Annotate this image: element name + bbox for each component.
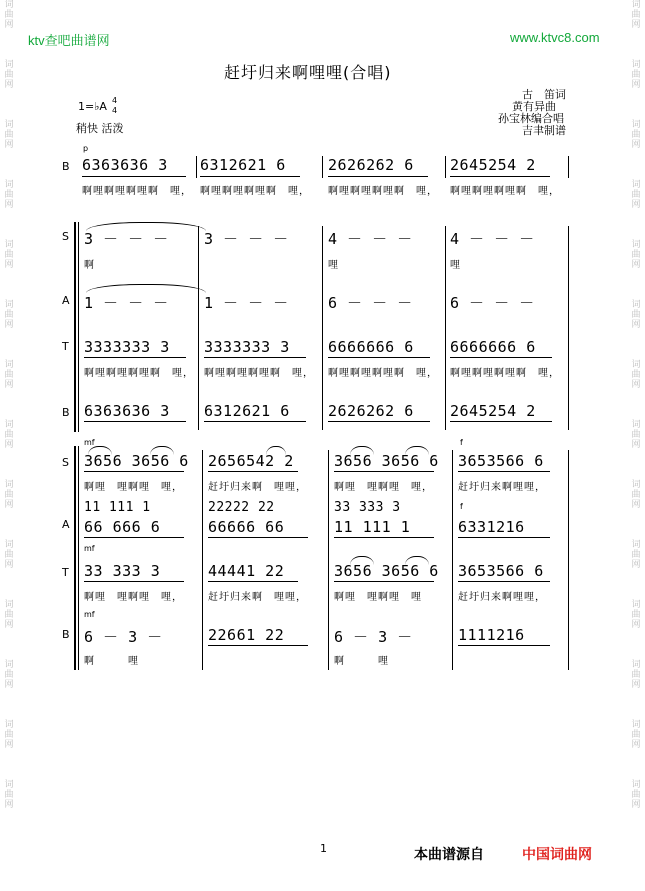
beam (328, 357, 430, 358)
watermark-text: 词 曲 网 (631, 660, 641, 690)
watermark-text: 词 曲 网 (4, 420, 14, 450)
s2-t-measure-2: 3333333 3 (204, 338, 290, 356)
s3-b-measure-1: 6 － 3 － (84, 628, 163, 646)
watermark-text: 词 曲 网 (631, 240, 641, 270)
s3-a-measure-4: 6331216 (458, 518, 525, 536)
system-bracket (74, 222, 76, 432)
barline (322, 226, 323, 430)
s3-t-lyric-2: 赶圩归来啊 哩哩， (208, 592, 307, 603)
s1-lyric-1: 啊哩啊哩啊哩啊 哩， (82, 186, 192, 197)
s3-a-measure-1: 66 666 6 (84, 518, 161, 536)
time-signature-top: 4 (112, 96, 118, 105)
s3-b-measure-3: 6 － 3 － (334, 628, 413, 646)
s3-t-measure-4: 3653566 6 (458, 562, 544, 580)
beam (328, 421, 430, 422)
voice-label-a3: A (62, 518, 70, 531)
s3-a-upper-1: 11 111 1 (84, 500, 151, 515)
s3-s-measure-1: 3656 3656 6 (84, 452, 189, 470)
beam (328, 176, 428, 177)
page-title: 赶圩归来啊哩哩(合唱) (224, 63, 392, 82)
s1-measure-4: 2645254 2 (450, 156, 536, 174)
s2-s-measure-3: 4 － － － (328, 230, 413, 248)
voice-label-b1: B (62, 160, 70, 173)
beam (458, 645, 550, 646)
watermark-text: 词 曲 网 (4, 780, 14, 810)
s2-b-measure-3: 2626262 6 (328, 402, 414, 420)
s3-s-measure-2: 2656542 2 (208, 452, 294, 470)
right-watermark-column (627, 0, 645, 891)
watermark-text: 词 曲 网 (631, 120, 641, 150)
beam (204, 357, 306, 358)
voice-label-s2: S (62, 230, 69, 243)
s2-a-measure-1: 1 － － － (84, 294, 169, 312)
beam (84, 357, 186, 358)
dynamic-f: f (460, 438, 463, 447)
s2-t-lyric-1: 啊哩啊哩啊哩啊 哩， (84, 368, 194, 379)
s2-a-measure-4: 6 － － － (450, 294, 535, 312)
watermark-text: 词 曲 网 (4, 480, 14, 510)
s3-s-lyric-1: 啊哩 哩啊哩 哩， (84, 482, 183, 493)
watermark-text: 词 曲 网 (4, 60, 14, 90)
barline (198, 226, 199, 430)
beam (84, 471, 184, 472)
s3-b-lyric-1: 啊 哩 (84, 656, 139, 667)
beam (334, 471, 434, 472)
barline (202, 450, 203, 670)
beam (84, 421, 186, 422)
s3-s-lyric-4: 赶圩归来啊哩哩， (458, 482, 546, 493)
dynamic-mf: mf (84, 438, 95, 447)
watermark-text: 词 曲 网 (631, 780, 641, 810)
barline (452, 450, 453, 670)
beam (334, 537, 434, 538)
s1-measure-3: 2626262 6 (328, 156, 414, 174)
s2-s-lyric-3: 哩 (328, 260, 339, 271)
system-bracket-thin (78, 222, 79, 432)
source-label: 本曲谱源自 (414, 847, 484, 863)
s3-a-measure-2: 66666 66 (208, 518, 285, 536)
beam (208, 537, 308, 538)
barline (445, 156, 446, 178)
s3-a-measure-3: 11 111 1 (334, 518, 411, 536)
barline (328, 450, 329, 670)
dynamic-f: f (460, 502, 463, 511)
s2-a-measure-2: 1 － － － (204, 294, 289, 312)
s2-t-measure-1: 3333333 3 (84, 338, 170, 356)
s1-lyric-4: 啊哩啊哩啊哩啊 哩， (450, 186, 560, 197)
watermark-text: 词 曲 网 (631, 60, 641, 90)
s2-b-measure-4: 2645254 2 (450, 402, 536, 420)
watermark-text: 词 曲 网 (631, 600, 641, 630)
page-number: 1 (320, 842, 327, 855)
tempo-marking: 稍快 活泼 (76, 122, 124, 135)
s1-lyric-2: 啊哩啊哩啊哩啊 哩， (200, 186, 310, 197)
s3-b-lyric-3: 啊 哩 (334, 656, 389, 667)
s3-s-lyric-3: 啊哩 哩啊哩 哩， (334, 482, 433, 493)
watermark-text: 词 曲 网 (4, 720, 14, 750)
watermark-text: 词 曲 网 (4, 540, 14, 570)
watermark-text: 词 曲 网 (4, 300, 14, 330)
s3-a-upper-3: 33 333 3 (334, 500, 401, 515)
barline (322, 156, 323, 178)
site-name-left[interactable]: ktv查吧曲谱网 (28, 33, 110, 48)
beam (82, 176, 186, 177)
s3-t-lyric-3: 啊哩 哩啊哩 哩 (334, 592, 422, 603)
s3-b-measure-4: 1111216 (458, 626, 525, 644)
beam (458, 581, 550, 582)
watermark-text: 词 曲 网 (4, 120, 14, 150)
watermark-text: 词 曲 网 (4, 0, 14, 30)
beam (208, 645, 308, 646)
barline (196, 156, 197, 178)
site-url-right[interactable]: www.ktvc8.com (510, 30, 600, 45)
s3-a-upper-2: 22222 22 (208, 500, 275, 515)
voice-label-b3: B (62, 628, 70, 641)
watermark-text: 词 曲 网 (4, 180, 14, 210)
dynamic-mf: mf (84, 610, 95, 619)
s3-s-measure-4: 3653566 6 (458, 452, 544, 470)
s2-t-measure-4: 6666666 6 (450, 338, 536, 356)
credit-lyricist: 古 笛词 (522, 88, 566, 101)
watermark-text: 词 曲 网 (631, 180, 641, 210)
s2-b-measure-1: 6363636 3 (84, 402, 170, 420)
s2-s-lyric-4: 哩 (450, 260, 461, 271)
voice-label-b2: B (62, 406, 70, 419)
voice-label-a2: A (62, 294, 70, 307)
voice-label-t3: T (62, 566, 69, 579)
source-site-link[interactable]: 中国词曲网 (522, 847, 592, 863)
s2-t-lyric-3: 啊哩啊哩啊哩啊 哩， (328, 368, 438, 379)
barline (445, 226, 446, 430)
watermark-text: 词 曲 网 (631, 420, 641, 450)
s2-s-lyric-1: 啊 (84, 260, 95, 271)
key-signature: 1=♭A (78, 100, 107, 113)
time-signature-bottom: 4 (112, 106, 118, 115)
s1-measure-1: 6363636 3 (82, 156, 168, 174)
watermark-text: 词 曲 网 (631, 0, 641, 30)
watermark-text: 词 曲 网 (4, 360, 14, 390)
s2-s-measure-4: 4 － － － (450, 230, 535, 248)
s2-t-measure-3: 6666666 6 (328, 338, 414, 356)
dynamic-p: p (83, 144, 89, 153)
beam (84, 581, 184, 582)
beam (450, 176, 550, 177)
watermark-text: 词 曲 网 (631, 540, 641, 570)
s3-s-lyric-2: 赶圩归来啊 哩哩， (208, 482, 307, 493)
beam (204, 421, 306, 422)
s1-measure-2: 6312621 6 (200, 156, 286, 174)
beam (84, 537, 184, 538)
s3-t-lyric-4: 赶圩归来啊哩哩， (458, 592, 546, 603)
s3-b-measure-2: 22661 22 (208, 626, 285, 644)
credit-typesetter: 吉聿制谱 (522, 124, 566, 137)
voice-label-t2: T (62, 340, 69, 353)
beam (450, 421, 552, 422)
credit-composer: 黄有异曲 (512, 100, 556, 113)
system-bracket-thin (78, 446, 79, 670)
beam (208, 471, 298, 472)
s3-t-measure-3: 3656 3656 6 (334, 562, 439, 580)
watermark-text: 词 曲 网 (4, 600, 14, 630)
watermark-text: 词 曲 网 (631, 300, 641, 330)
watermark-text: 词 曲 网 (4, 660, 14, 690)
s3-t-measure-2: 44441 22 (208, 562, 285, 580)
barline (568, 156, 569, 178)
s2-b-measure-2: 6312621 6 (204, 402, 290, 420)
watermark-text: 词 曲 网 (4, 240, 14, 270)
s1-lyric-3: 啊哩啊哩啊哩啊 哩， (328, 186, 438, 197)
watermark-text: 词 曲 网 (631, 480, 641, 510)
system-bracket (74, 446, 76, 670)
beam (334, 581, 434, 582)
s2-s-measure-2: 3 － － － (204, 230, 289, 248)
barline (568, 226, 569, 430)
credit-arranger: 孙宝林编合唱 (498, 112, 564, 125)
barline (568, 450, 569, 670)
dynamic-mf: mf (84, 544, 95, 553)
s2-s-measure-1: 3 － － － (84, 230, 169, 248)
watermark-text: 词 曲 网 (631, 360, 641, 390)
s2-t-lyric-4: 啊哩啊哩啊哩啊 哩， (450, 368, 560, 379)
beam (458, 471, 550, 472)
left-watermark-column (0, 0, 18, 891)
beam (450, 357, 552, 358)
s2-a-measure-3: 6 － － － (328, 294, 413, 312)
s3-t-measure-1: 33 333 3 (84, 562, 161, 580)
s3-t-lyric-1: 啊哩 哩啊哩 哩， (84, 592, 183, 603)
s3-s-measure-3: 3656 3656 6 (334, 452, 439, 470)
watermark-text: 词 曲 网 (631, 720, 641, 750)
voice-label-s3: S (62, 456, 69, 469)
beam (458, 537, 550, 538)
beam (200, 176, 300, 177)
s2-t-lyric-2: 啊哩啊哩啊哩啊 哩， (204, 368, 314, 379)
beam (208, 581, 298, 582)
